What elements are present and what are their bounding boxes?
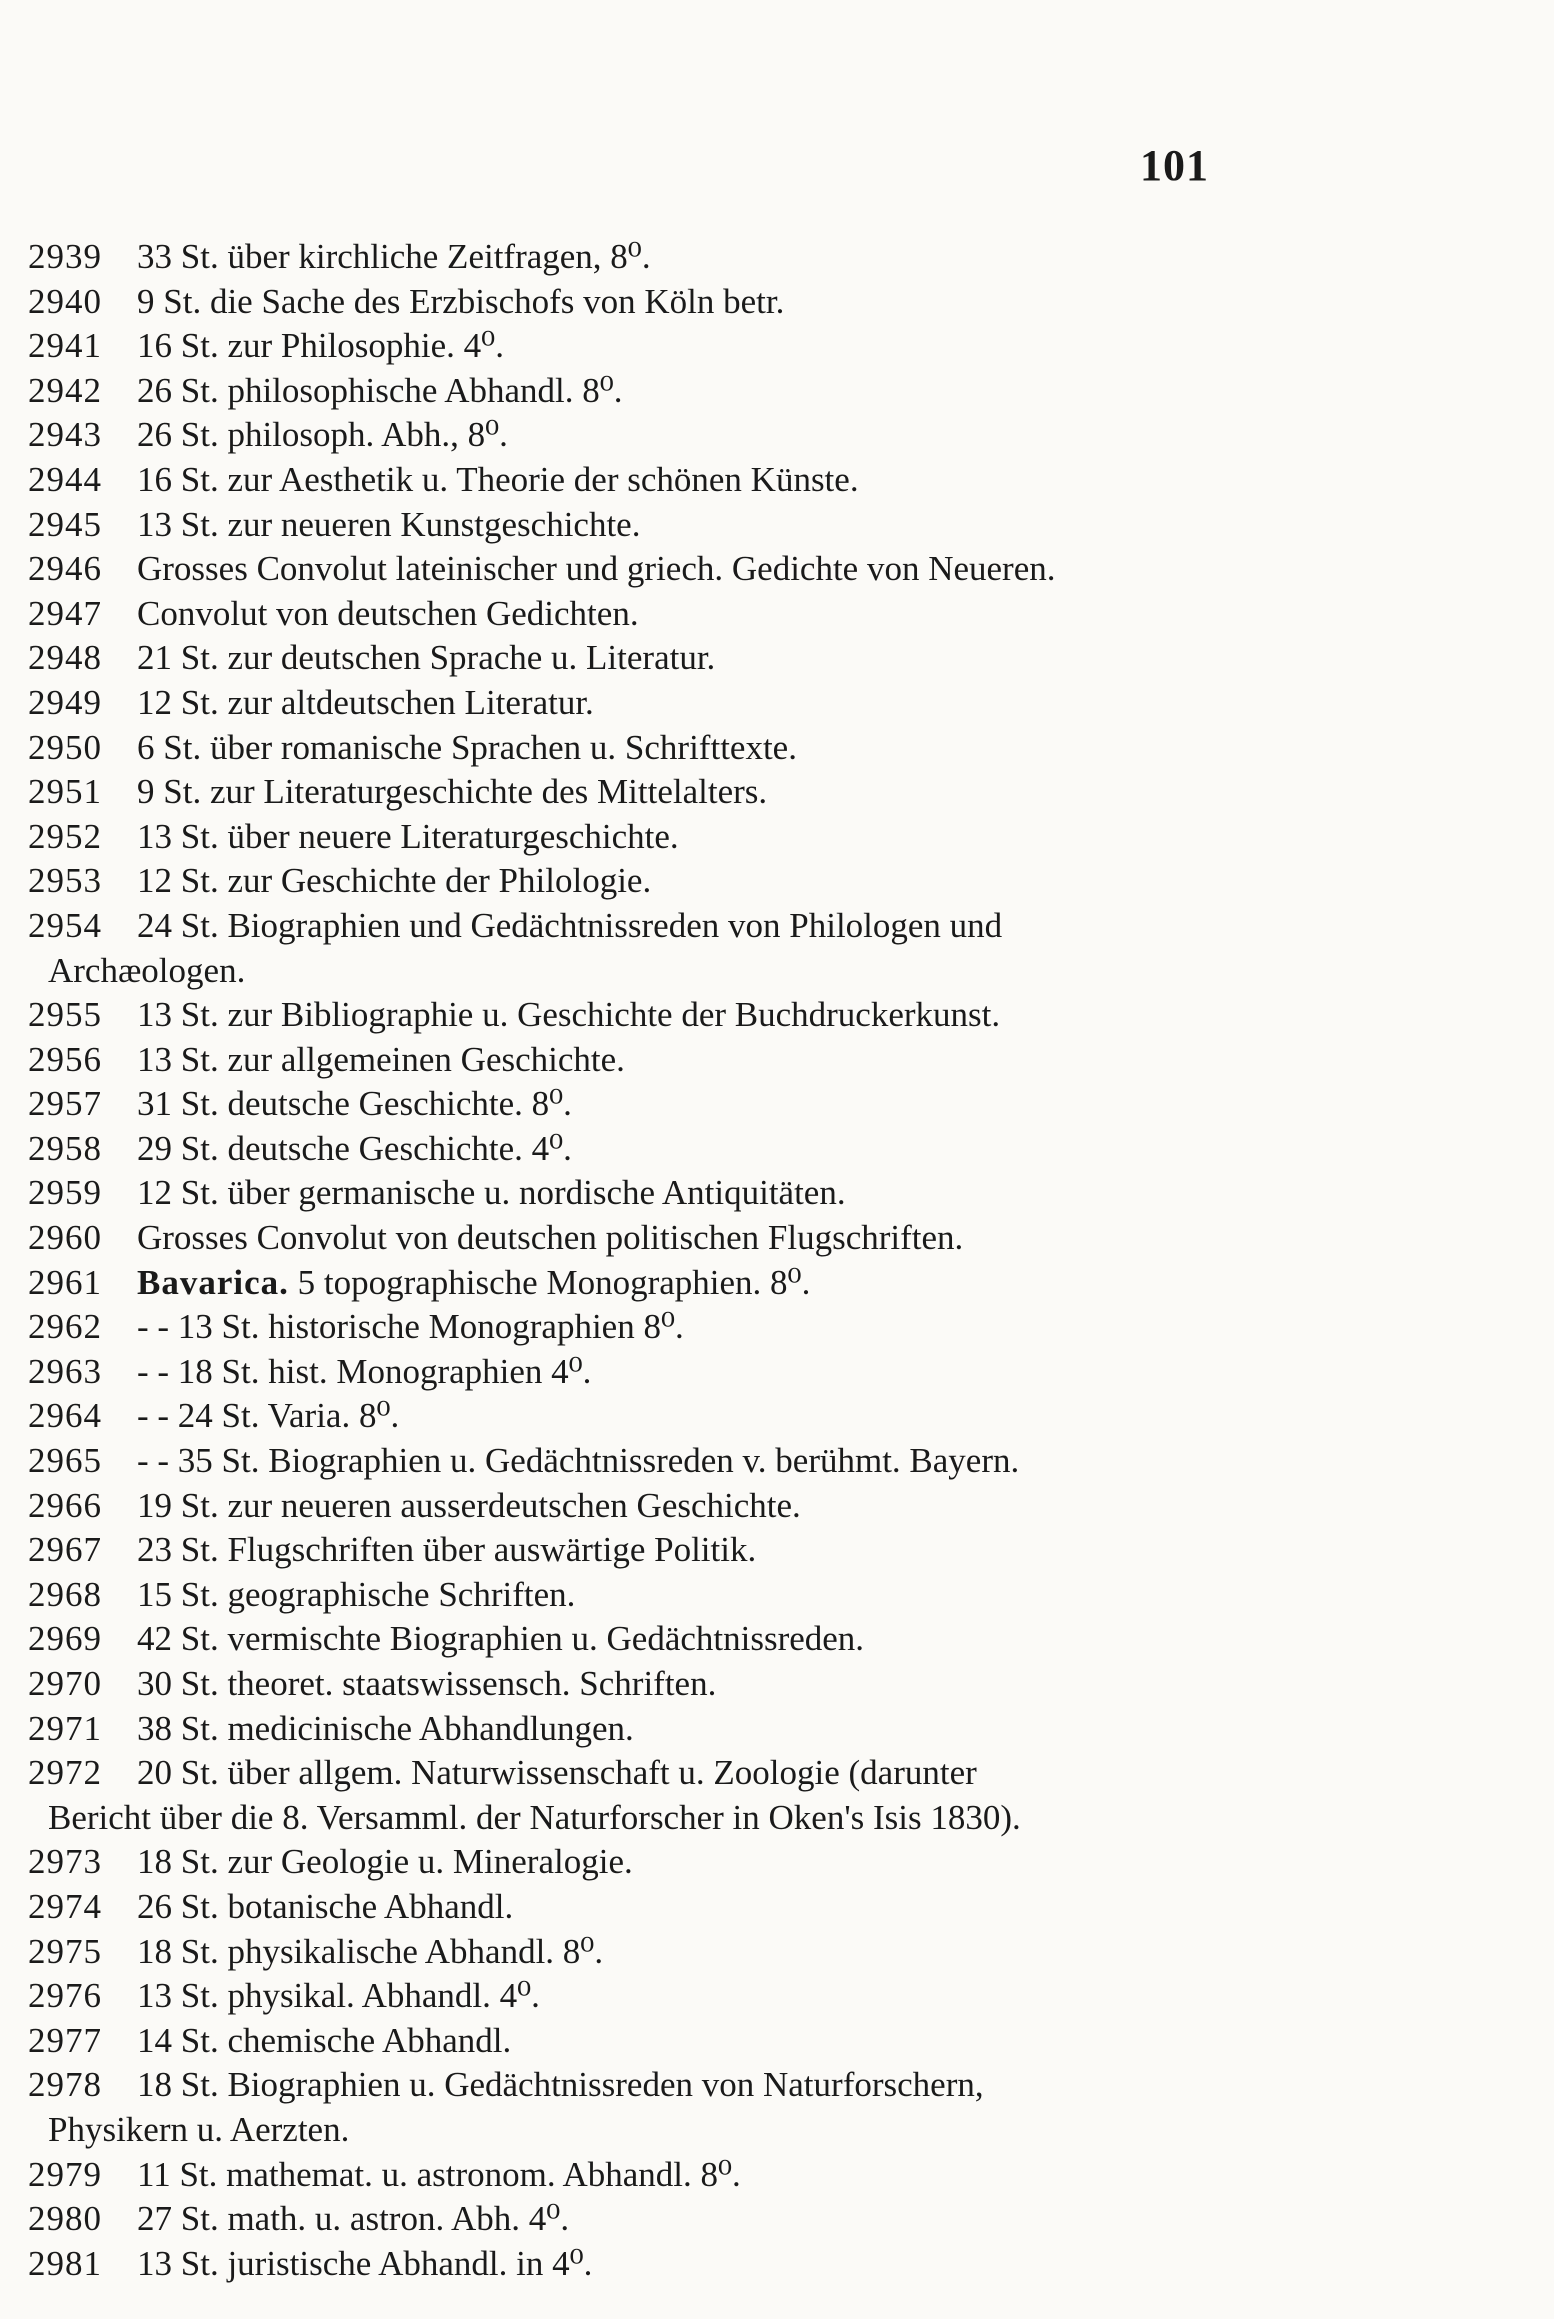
catalog-entry bbox=[28, 815, 1228, 860]
entry-text: - - 18 St. hist. Monographien 4⁰. bbox=[137, 1351, 592, 1391]
catalog-entry bbox=[28, 324, 1228, 369]
entry-number: 2975 bbox=[28, 1931, 102, 1971]
entry-text: 13 St. physikal. Abhandl. 4⁰. bbox=[137, 1976, 540, 2016]
entry-number: 2946 bbox=[28, 549, 102, 589]
entry-number: 2960 bbox=[28, 1218, 102, 1258]
entry-text: 29 St. deutsche Geschichte. 4⁰. bbox=[137, 1128, 572, 1168]
entry-text: 26 St. philosophische Abhandl. 8⁰. bbox=[137, 370, 623, 410]
entry-text: 15 St. geographische Schriften. bbox=[137, 1574, 576, 1614]
entry-text: 42 St. vermischte Biographien u. Gedächtnissreden. bbox=[137, 1619, 865, 1659]
catalog-entry bbox=[28, 636, 1228, 681]
catalog-entry bbox=[28, 1484, 1228, 1529]
entry-number: 2978 bbox=[28, 2065, 102, 2105]
catalog-entry bbox=[28, 1974, 1228, 2019]
entry-text: 26 St. botanische Abhandl. bbox=[137, 1886, 514, 1926]
catalog-entry bbox=[28, 1038, 1228, 1083]
entry-text: 18 St. physikalische Abhandl. 8⁰. bbox=[137, 1931, 604, 1971]
entry-text: 12 St. zur altdeutschen Literatur. bbox=[137, 682, 594, 722]
entry-number: 2948 bbox=[28, 638, 102, 678]
entry-number: 2941 bbox=[28, 326, 102, 366]
entry-number: 2944 bbox=[28, 459, 102, 499]
entry-number: 2952 bbox=[28, 816, 102, 856]
entry-text: 18 St. zur Geologie u. Mineralogie. bbox=[137, 1842, 633, 1882]
entry-text: 27 St. math. u. astron. Abh. 4⁰. bbox=[137, 2199, 570, 2239]
catalog-entry bbox=[28, 1528, 1228, 1573]
catalog-entry bbox=[28, 1707, 1228, 1752]
entry-text: 12 St. über germanische u. nordische Antiquitäten. bbox=[137, 1173, 846, 1213]
catalog-entry bbox=[28, 904, 1228, 993]
catalog-entry bbox=[28, 369, 1228, 414]
entry-text: Grosses Convolut lateinischer und griech. Gedichte von Neueren. bbox=[137, 549, 1056, 589]
entry-text: 6 St. über romanische Sprachen u. Schrifttexte. bbox=[137, 727, 797, 767]
catalog-entry bbox=[28, 1885, 1228, 1930]
entry-text: 9 St. die Sache des Erzbischofs von Köln betr. bbox=[137, 281, 785, 321]
entry-text: 11 St. mathemat. u. astronom. Abhandl. 8⁰. bbox=[137, 2154, 741, 2194]
entry-continuation: Physikern u. Aerzten. bbox=[48, 2109, 350, 2149]
entry-continuation: Archæologen. bbox=[48, 950, 246, 990]
entry-text: 18 St. Biographien u. Gedächtnissreden von Naturforschern, bbox=[137, 2065, 984, 2105]
entry-number: 2950 bbox=[28, 727, 102, 767]
entry-number: 2973 bbox=[28, 1842, 102, 1882]
entry-number: 2974 bbox=[28, 1886, 102, 1926]
catalog-entry bbox=[28, 413, 1228, 458]
catalog-entry bbox=[28, 1305, 1228, 1350]
entry-number: 2979 bbox=[28, 2154, 102, 2194]
entry-text: 38 St. medicinische Abhandlungen. bbox=[137, 1708, 634, 1748]
entry-text: - - 24 St. Varia. 8⁰. bbox=[137, 1396, 400, 1436]
entry-text: 13 St. über neuere Literaturgeschichte. bbox=[137, 816, 679, 856]
entry-text: Grosses Convolut von deutschen politischen Flugschriften. bbox=[137, 1218, 964, 1258]
entry-number: 2954 bbox=[28, 905, 102, 945]
catalog-entry bbox=[28, 1171, 1228, 1216]
catalog-entry bbox=[28, 547, 1228, 592]
entry-number: 2976 bbox=[28, 1976, 102, 2016]
catalog-entry bbox=[28, 681, 1228, 726]
catalog-entry bbox=[28, 1216, 1228, 1261]
entry-heading: Bavarica. bbox=[137, 1262, 289, 1302]
entry-number: 2949 bbox=[28, 682, 102, 722]
entry-text: 13 St. zur allgemeinen Geschichte. bbox=[137, 1039, 625, 1079]
catalog-entry bbox=[28, 1573, 1228, 1618]
entry-number: 2980 bbox=[28, 2199, 102, 2239]
entry-text: 13 St. zur neueren Kunstgeschichte. bbox=[137, 504, 641, 544]
entry-text: Convolut von deutschen Gedichten. bbox=[137, 593, 639, 633]
entry-number: 2951 bbox=[28, 772, 102, 812]
entry-number: 2959 bbox=[28, 1173, 102, 1213]
entry-text: 19 St. zur neueren ausserdeutschen Geschichte. bbox=[137, 1485, 801, 1525]
catalog-entry bbox=[28, 280, 1228, 325]
entry-number: 2953 bbox=[28, 861, 102, 901]
entry-text: 31 St. deutsche Geschichte. 8⁰. bbox=[137, 1084, 572, 1124]
entry-number: 2963 bbox=[28, 1351, 102, 1391]
catalog-entry bbox=[28, 458, 1228, 503]
entry-number: 2945 bbox=[28, 504, 102, 544]
entry-number: 2966 bbox=[28, 1485, 102, 1525]
catalog-entry bbox=[28, 726, 1228, 771]
catalog-entry bbox=[28, 859, 1228, 904]
catalog-entry bbox=[28, 2153, 1228, 2198]
entry-number: 2947 bbox=[28, 593, 102, 633]
entry-number: 2968 bbox=[28, 1574, 102, 1614]
catalog-entries bbox=[28, 235, 1228, 2286]
entry-number: 2965 bbox=[28, 1441, 102, 1481]
catalog-entry bbox=[28, 1930, 1228, 1975]
entry-number: 2939 bbox=[28, 237, 102, 276]
entry-text: 13 St. zur Bibliographie u. Geschichte der Buchdruckerkunst. bbox=[137, 995, 1001, 1035]
catalog-entry bbox=[28, 993, 1228, 1038]
entry-number: 2956 bbox=[28, 1039, 102, 1079]
catalog-entry bbox=[28, 1127, 1228, 1172]
catalog-entry bbox=[28, 1617, 1228, 1662]
page-number: 101 bbox=[1140, 141, 1209, 190]
entry-text: 16 St. zur Aesthetik u. Theorie der schönen Künste. bbox=[137, 459, 859, 499]
entry-text: 9 St. zur Literaturgeschichte des Mittelalters. bbox=[137, 772, 768, 812]
entry-number: 2964 bbox=[28, 1396, 102, 1436]
entry-number: 2981 bbox=[28, 2243, 102, 2283]
entry-text: 12 St. zur Geschichte der Philologie. bbox=[137, 861, 652, 901]
entry-text: 26 St. philosoph. Abh., 8⁰. bbox=[137, 415, 508, 455]
entry-number: 2962 bbox=[28, 1307, 102, 1347]
entry-number: 2969 bbox=[28, 1619, 102, 1659]
catalog-entry bbox=[28, 2063, 1228, 2152]
catalog-entry bbox=[28, 2197, 1228, 2242]
entry-text: 30 St. theoret. staatswissensch. Schriften. bbox=[137, 1664, 717, 1703]
catalog-entry bbox=[28, 1751, 1228, 1840]
entry-text: 23 St. Flugschriften über auswärtige Politik. bbox=[137, 1530, 757, 1570]
catalog-entry bbox=[28, 1082, 1228, 1127]
entry-number: 2961 bbox=[28, 1262, 102, 1302]
entry-number: 2977 bbox=[28, 2020, 102, 2060]
entry-number: 2967 bbox=[28, 1530, 102, 1570]
entry-number: 2970 bbox=[28, 1664, 102, 1703]
catalog-entry bbox=[28, 770, 1228, 815]
entry-text: - - 35 St. Biographien u. Gedächtnissreden v. berühmt. Bayern. bbox=[137, 1441, 1020, 1481]
catalog-entry bbox=[28, 235, 1228, 280]
catalog-entry bbox=[28, 592, 1228, 637]
entry-number: 2972 bbox=[28, 1753, 102, 1793]
entry-number: 2971 bbox=[28, 1708, 102, 1748]
entry-text: 16 St. zur Philosophie. 4⁰. bbox=[137, 326, 504, 366]
entry-text: 24 St. Biographien und Gedächtnissreden von Philologen und bbox=[137, 905, 1003, 945]
entry-text: 5 topographische Monographien. 8⁰. bbox=[288, 1262, 811, 1302]
catalog-entry bbox=[28, 2019, 1228, 2064]
entry-text: 21 St. zur deutschen Sprache u. Literatur. bbox=[137, 638, 716, 678]
catalog-entry bbox=[28, 503, 1228, 548]
entry-number: 2943 bbox=[28, 415, 102, 455]
entry-number: 2955 bbox=[28, 995, 102, 1035]
catalog-entry bbox=[28, 1394, 1228, 1439]
catalog-entry bbox=[28, 1439, 1228, 1484]
entry-continuation: Bericht über die 8. Versamml. der Naturforscher in Oken's Isis 1830). bbox=[48, 1797, 1021, 1837]
entry-number: 2942 bbox=[28, 370, 102, 410]
entry-number: 2940 bbox=[28, 281, 102, 321]
entry-number: 2957 bbox=[28, 1084, 102, 1124]
entry-text: 33 St. über kirchliche Zeitfragen, 8⁰. bbox=[137, 237, 651, 276]
entry-text: 14 St. chemische Abhandl. bbox=[137, 2020, 512, 2060]
entry-number: 2958 bbox=[28, 1128, 102, 1168]
entry-text: 20 St. über allgem. Naturwissenschaft u. Zoologie (darunter bbox=[137, 1753, 977, 1793]
catalog-entry bbox=[28, 1662, 1228, 1707]
catalog-entry bbox=[28, 1840, 1228, 1885]
catalog-entry bbox=[28, 1261, 1228, 1306]
catalog-entry bbox=[28, 1350, 1228, 1395]
catalog-entry bbox=[28, 2242, 1228, 2287]
entry-text: - - 13 St. historische Monographien 8⁰. bbox=[137, 1307, 684, 1347]
entry-text: 13 St. juristische Abhandl. in 4⁰. bbox=[137, 2243, 593, 2283]
